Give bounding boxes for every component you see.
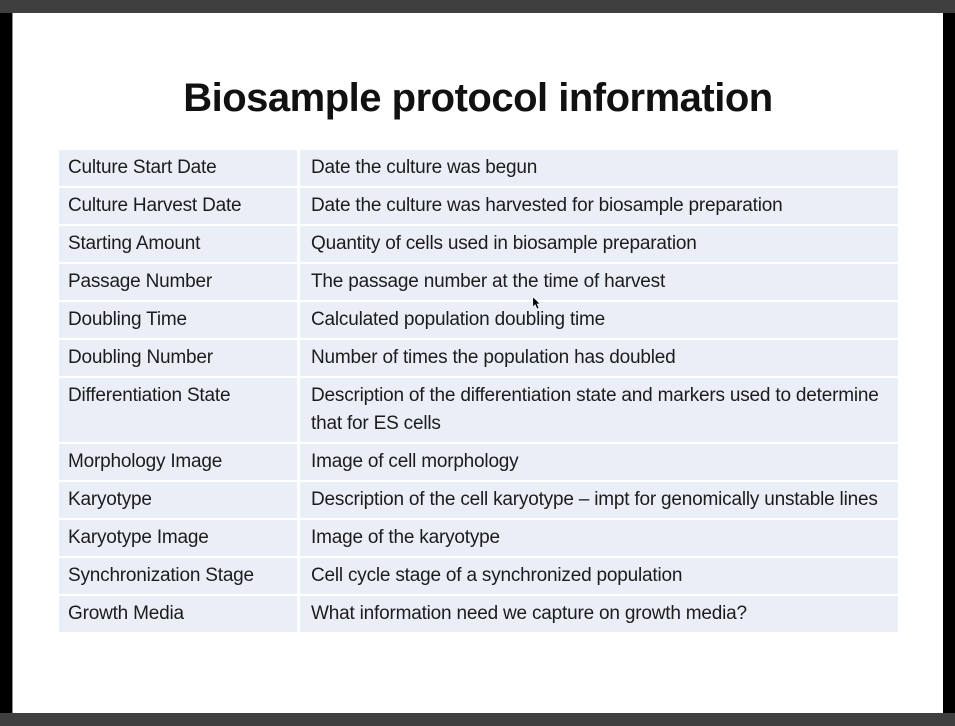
slide xyxy=(12,13,943,713)
description-cell: Image of cell morphology xyxy=(300,444,898,480)
table-row xyxy=(59,302,898,338)
table-row xyxy=(59,226,898,262)
description-cell: What information need we capture on growth media? xyxy=(300,596,898,632)
field-cell: Passage Number xyxy=(59,264,297,300)
table-row xyxy=(59,188,898,224)
top-chrome-bar xyxy=(0,0,955,13)
description-cell: Number of times the population has doubled xyxy=(300,340,898,376)
field-cell: Doubling Time xyxy=(59,302,297,338)
field-cell: Morphology Image xyxy=(59,444,297,480)
description-cell: Calculated population doubling time xyxy=(300,302,898,338)
bottom-chrome-bar xyxy=(0,713,955,726)
description-cell: Cell cycle stage of a synchronized population xyxy=(300,558,898,594)
field-cell: Karyotype Image xyxy=(59,520,297,556)
table-row xyxy=(59,264,898,300)
description-cell: Date the culture was begun xyxy=(300,150,898,186)
table-row xyxy=(59,444,898,480)
description-cell: Image of the karyotype xyxy=(300,520,898,556)
table-row xyxy=(59,558,898,594)
field-cell: Differentiation State xyxy=(59,378,297,442)
description-cell: Description of the cell karyotype – impt for genomically unstable lines xyxy=(300,482,898,518)
table-row xyxy=(59,340,898,376)
table-row xyxy=(59,520,898,556)
field-cell: Starting Amount xyxy=(59,226,297,262)
table-row xyxy=(59,482,898,518)
biosample-protocol-table xyxy=(59,150,898,634)
description-cell: Description of the differentiation state and markers used to determine that for ES cells xyxy=(300,378,898,442)
description-cell: Date the culture was harvested for biosample preparation xyxy=(300,188,898,224)
table-row xyxy=(59,150,898,186)
field-cell: Synchronization Stage xyxy=(59,558,297,594)
mouse-cursor-icon xyxy=(532,296,541,310)
table-row xyxy=(59,596,898,632)
description-cell: The passage number at the time of harvest xyxy=(300,264,898,300)
field-cell: Doubling Number xyxy=(59,340,297,376)
description-cell: Quantity of cells used in biosample preparation xyxy=(300,226,898,262)
field-cell: Karyotype xyxy=(59,482,297,518)
field-cell: Growth Media xyxy=(59,596,297,632)
table-row xyxy=(59,378,898,442)
field-cell: Culture Start Date xyxy=(59,150,297,186)
field-cell: Culture Harvest Date xyxy=(59,188,297,224)
slide-title: Biosample protocol information xyxy=(183,76,773,120)
